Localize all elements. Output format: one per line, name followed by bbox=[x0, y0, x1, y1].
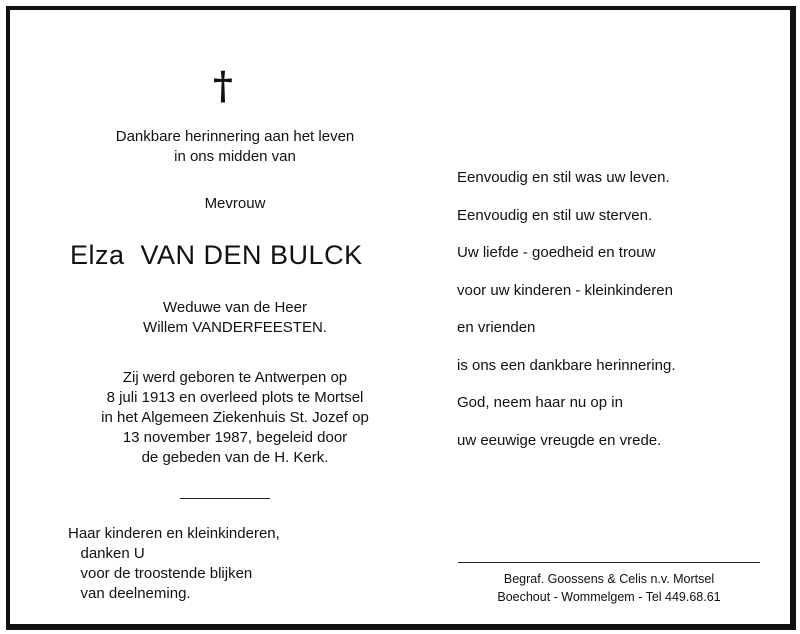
poem-line: uw eeuwige vreugde en vrede. bbox=[457, 431, 662, 449]
widow-text bbox=[50, 298, 420, 338]
undertaker-info bbox=[458, 570, 760, 606]
poem-line: Uw liefde - goedheid en trouw bbox=[457, 244, 656, 261]
biography bbox=[50, 368, 420, 468]
bio-line: de gebeden van de H. Kerk. bbox=[141, 449, 329, 466]
honorific: Mevrouw bbox=[204, 195, 266, 212]
widow-line: Willem VANDERFEESTEN. bbox=[143, 319, 327, 336]
bio-line: Zij werd geboren te Antwerpen op bbox=[122, 369, 348, 386]
divider-left bbox=[180, 498, 270, 499]
thanks-line: Haar kinderen en kleinkinderen, bbox=[68, 525, 280, 542]
poem-line: en vrienden bbox=[457, 319, 536, 336]
thanks-text bbox=[68, 524, 398, 604]
poem-line: God, neem haar nu op in bbox=[457, 394, 623, 411]
intro-line: Dankbare herinnering aan het leven bbox=[115, 128, 355, 145]
divider-right bbox=[458, 562, 760, 563]
bio-line: 8 juli 1913 en overleed plots te Mortsel bbox=[106, 389, 364, 406]
bio-line: 13 november 1987, begeleid door bbox=[122, 429, 348, 446]
thanks-line: voor de troostende blijken bbox=[68, 565, 253, 582]
poem-line: Eenvoudig en stil uw sterven. bbox=[457, 206, 653, 224]
widow-line: Weduwe van de Heer bbox=[163, 299, 307, 316]
deceased-name: Elza VAN DEN BULCK bbox=[70, 240, 363, 270]
poem bbox=[457, 165, 777, 465]
undertaker-line: Begraf. Goossens & Celis n.v. Mortsel bbox=[503, 572, 715, 586]
poem-line: is ons een dankbare herinnering. bbox=[457, 356, 676, 374]
bio-line: in het Algemeen Ziekenhuis St. Jozef op bbox=[101, 409, 369, 426]
undertaker-line: Boechout - Wommelgem - Tel 449.68.61 bbox=[497, 590, 721, 604]
thanks-line: van deelneming. bbox=[68, 585, 191, 602]
poem-line: voor uw kinderen - kleinkinderen bbox=[457, 281, 673, 299]
poem-line: Eenvoudig en stil was uw leven. bbox=[457, 169, 670, 186]
memorial-card bbox=[6, 6, 796, 630]
thanks-line: danken U bbox=[68, 545, 145, 562]
intro-line: in ons midden van bbox=[174, 148, 296, 165]
cross-icon: † bbox=[213, 63, 233, 108]
intro-text bbox=[50, 127, 420, 167]
